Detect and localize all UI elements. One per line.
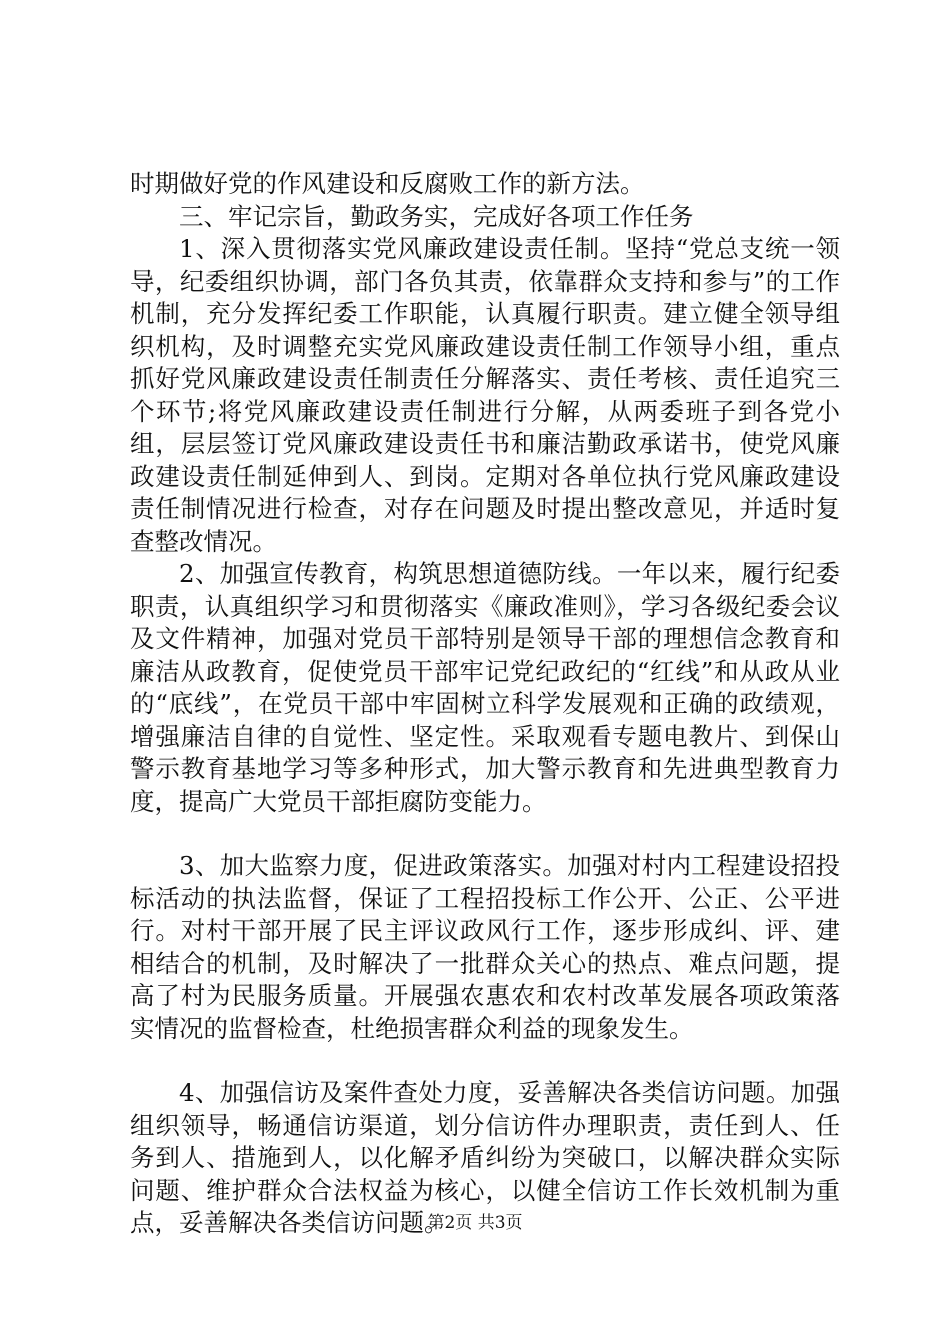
page-number-footer: 第2页 共3页 bbox=[427, 1213, 523, 1233]
paragraph-continuation: 时期做好党的作风建设和反腐败工作的新方法。 bbox=[130, 169, 645, 198]
document-body bbox=[130, 168, 840, 1240]
paragraph-item-4: 4、加强信访及案件查处力度，妥善解决各类信访问题。加强组织领导，畅通信访渠道，划分信访件办理职责，责任到人、任务到人、措施到人，以化解矛盾纠纷为突破口，以解决群众实际问题、维护群众合法权益为核心，以健全信访工作长效机制为重点，妥善解决各类信访问题。 bbox=[130, 1078, 840, 1237]
paragraph-item-3: 3、加大监察力度，促进政策落实。加强对村内工程建设招投标活动的执法监督，保证了工程招投标工作公开、公正、公平进行。对村干部开展了民主评议政风行工作，逐步形成纠、评、建相结合的机制，及时解决了一批群众关心的热点、难点问题，提高了村为民服务质量。开展强农惠农和农村改革发展各项政策落实情况的监督检查，杜绝损害群众利益的现象发生。 bbox=[130, 851, 840, 1043]
paragraph-item-2: 2、加强宣传教育，构筑思想道德防线。一年以来，履行纪委职责，认真组织学习和贯彻落实《廉政准则》，学习各级纪委会议及文件精神，加强对党员干部特别是领导干部的理想信念教育和廉洁从政教育，促使党员干部牢记党纪政纪的“红线”和从政从业的“底线”，在党员干部中牢固树立科学发展观和正确的政绩观，增强廉洁自律的自觉性、坚定性。采取观看专题电教片、到保山警示教育基地学习等多种形式，加大警示教育和先进典型教育力度，提高广大党员干部拒腐防变能力。 bbox=[130, 559, 840, 816]
paragraph-item-1: 1、深入贯彻落实党风廉政建设责任制。坚持“党总支统一领导，纪委组织协调，部门各负其责，依靠群众支持和参与”的工作机制，充分发挥纪委工作职能，认真履行职责。建立健全领导组织机构，及时调整充实党风廉政建设责任制工作领导小组，重点抓好党风廉政建设责任制责任分解落实、责任考核、责任追究三个环节;将党风廉政建设责任制进行分解，从两委班子到各党小组，层层签订党风廉政建设责任书和廉洁勤政承诺书，使党风廉政建设责任制延伸到人、到岗。定期对各单位执行党风廉政建设责任制情况进行检查，对存在问题及时提出整改意见，并适时复查整改情况。 bbox=[130, 234, 840, 556]
section-heading: 三、牢记宗旨，勤政务实，完成好各项工作任务 bbox=[179, 201, 694, 231]
